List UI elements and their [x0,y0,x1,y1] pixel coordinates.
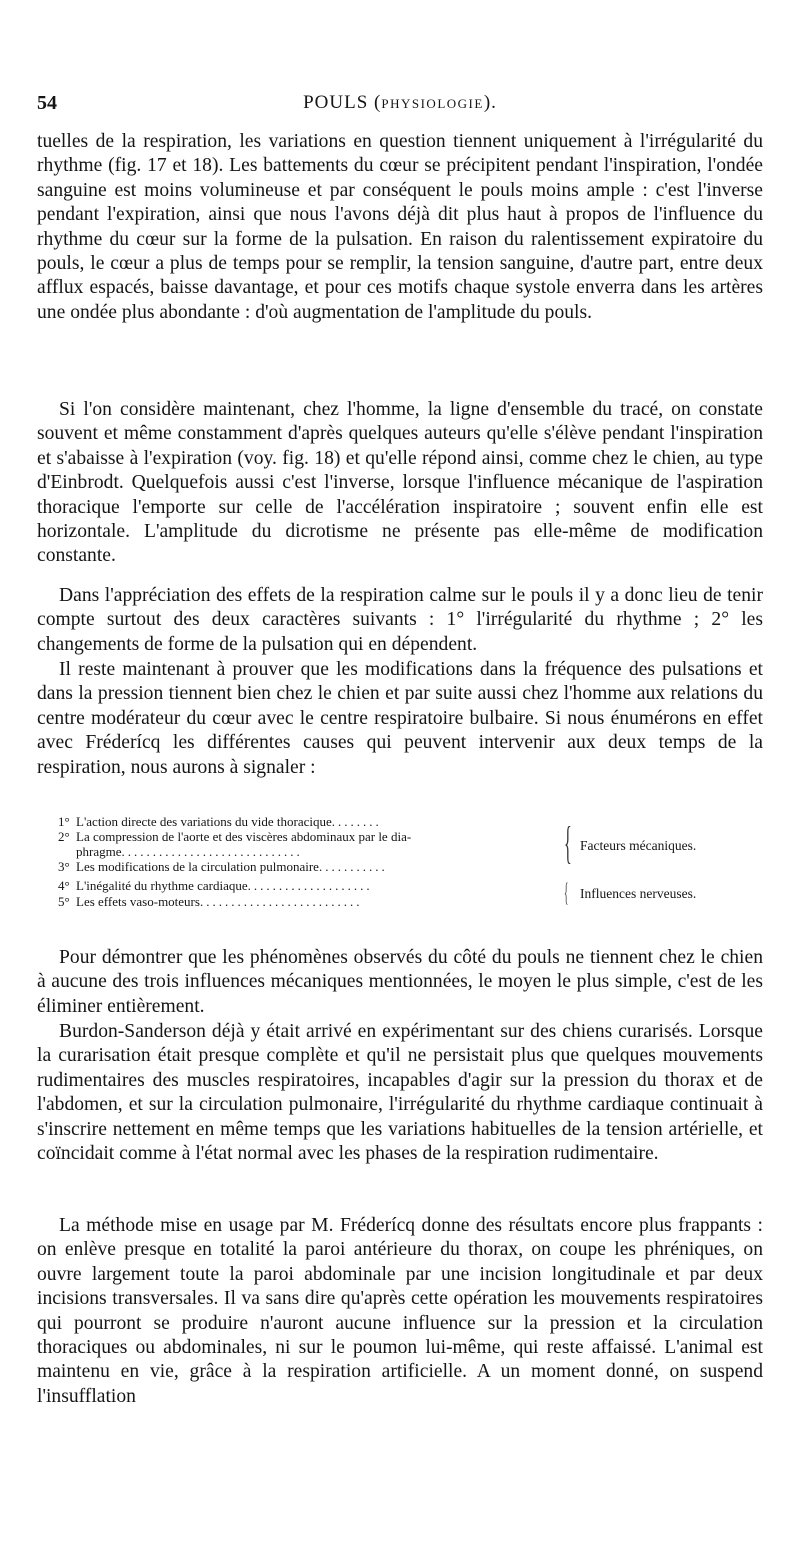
header-title-small: PHYSIOLOGIE [381,96,484,111]
cause-row [58,894,560,909]
paragraph-2: Si l'on considère maintenant, chez l'homme, la ligne d'ensemble du tracé, on constate souvent et même constamment d'après quelques auteurs qu'elle s'élève pendant l'inspiration et s'abaisse à l'expiration (voy. fig. 18) et qu'elle répond ainsi, comme chez le chien, au type d'Einbrodt. Quelquefois aussi c'est l'inverse, lorsque l'influence mécanique de l'aspiration thoracique l'emporte sur celle de l'accélération inspiratoire ; souvent enfin elle est horizontale. L'amplitude du dicrotisme ne présente pas elle-même de modification constante. [37,399,763,567]
paragraph-3: Dans l'appréciation des effets de la respiration calme sur le pouls il y a donc lieu de tenir compte surtout des deux caractères suivants : 1° l'irrégularité du rhythme ; 2° les changements de forme de la pulsation qui en dépendent. [37,585,763,655]
cause-text: L'inégalité du rhythme cardiaque [76,878,248,893]
brace-mechanical: { [564,817,572,868]
header-title-end: ). [483,92,497,113]
cause-number: 4° [58,878,70,893]
cause-row [58,829,560,844]
paragraph-6: Burdon-Sanderson déjà y était arrivé en expérimentant sur des chiens curarisés. Lorsque la curarisation était presque complète et qu'il ne persistait plus que quelques mouvements rudimentaires des muscles respiratoires, incapables d'agir sur la pression du thorax et de l'abdomen, et sur la circulation pulmonaire, l'irrégularité du rhythme cardiaque continuait à s'inscrire nettement en même temps que les variations habituelles de la tension artérielle, et coïncidait comme à l'état normal avec les phases de la respiration rudimentaire. [37,1021,763,1165]
header-title-main: POULS ( [303,92,382,113]
cause-text: phragme [76,844,122,859]
cause-row [58,859,560,874]
cause-row [58,844,560,859]
group-label-nervous: Influences nerveuses. [580,886,697,901]
paragraph-4: Il reste maintenant à prouver que les modifications dans la fréquence des pulsations et dans la pression tiennent bien chez le chien et par suite aussi chez l'homme aux relations du centre modérateur du cœur avec le centre respiratoire bulbaire. Si nous énumérons en effet avec Fréderícq les différentes causes qui peuvent intervenir aux deux temps de la respiration, nous aurons à signaler : [37,659,763,778]
cause-row [58,878,560,893]
page-number: 54 [37,92,57,114]
cause-number: 3° [58,859,70,874]
running-header [37,92,763,118]
paragraph-1: tuelles de la respiration, les variations en question tiennent uniquement à l'irrégularité du rhythme (fig. 17 et 18). Les battements du cœur se précipitent pendant l'inspiration, l'ondée sanguine est moins volumineuse et par conséquent le pouls moins ample : c'est l'inverse pendant l'expiration, ainsi que nous l'avons déjà dit plus haut à propos de l'influence du rhythme du cœur sur la forme de la pulsation. En raison du ralentissement expiratoire du pouls, le cœur a plus de temps pour se remplir, la tension sanguine, d'autre part, entre deux afflux espacés, baisse davantage, et pour ces motifs chaque systole enverra dans les artères une ondée plus abondante : d'où augmentation de l'amplitude du pouls. [37,131,763,323]
cause-text: La compression de l'aorte et des viscères abdominaux par le dia- [76,829,412,844]
cause-leader: .......................... [199,894,363,909]
paragraph-7: La méthode mise en usage par M. Fréderícq donne des résultats encore plus frappants : on enlève presque en totalité la paroi antérieure du thorax, on coupe les phréniques, on ouvre largement toute la paroi abdominale par une incision longitudinale et par deux incisions transversales. Il va sans dire qu'après cette opération les mouvements respiratoires qui pourront se produire n'auront aucune influence sur la pression et la circulation thoraciques ou abdominales, ni sur le poumon lui-même, qui reste affaissé. L'animal est maintenu en vie, grâce à la respiration artificielle. A un moment donné, on suspend l'insufflation [37,1215,763,1407]
cause-leader: .................... [247,878,373,893]
cause-number: 2° [58,829,70,844]
cause-text: Les modifications de la circulation pulmonaire [76,859,319,874]
cause-row [58,814,560,829]
group-label-mechanical: Facteurs mécaniques. [580,838,697,853]
causes-table [58,814,763,914]
cause-leader: ........ [331,814,382,829]
cause-text: Les effets vaso-moteurs [76,894,200,909]
header-title [37,92,763,114]
cause-number: 1° [58,814,70,829]
cause-leader: ............................. [121,844,303,859]
cause-leader: ........... [318,859,388,874]
cause-number: 5° [58,894,70,909]
brace-nervous: { [564,878,569,907]
cause-text: L'action directe des variations du vide thoracique [76,814,332,829]
paragraph-5: Pour démontrer que les phénomènes observés du côté du pouls ne tiennent chez le chien à aucune des trois influences mécaniques mentionnées, le moyen le plus simple, c'est de les éliminer entièrement. [37,947,763,1017]
